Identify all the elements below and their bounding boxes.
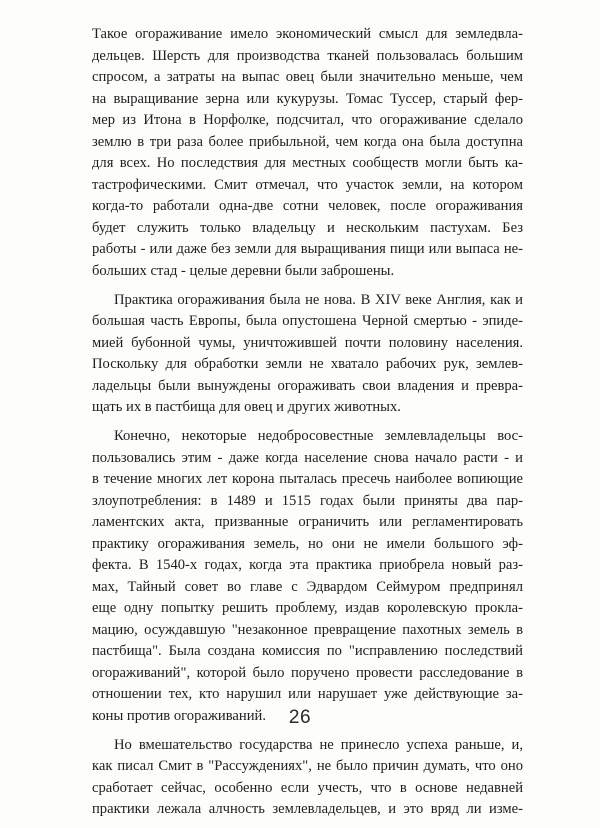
page-number: 26	[288, 707, 312, 728]
text-line: практики лежала алчность землевладельцев, и это вряд ли изме-	[92, 801, 523, 817]
text-line: пастбища". Была создана комиссия по "исправлению последствий	[92, 643, 523, 659]
text-line: пользовались этим - даже когда население снова начало расти - и	[92, 449, 523, 466]
text-line: спросом, а затраты на выпас овец были значительно меньше, чем	[92, 69, 523, 85]
text-line: мацию, осуждавшую "незаконное превращение пахотных земель в	[92, 621, 523, 638]
text-line: мах, Тайный совет во главе с Эдвардом Сеймуром предпринял	[92, 578, 523, 595]
paragraph	[92, 735, 523, 821]
text-line: Практика огораживания была не нова. В XIV веке Англия, как и	[114, 291, 523, 308]
text-line: ламентских акта, призванные ограничить или регламентировать	[92, 514, 523, 530]
paragraph	[92, 24, 523, 282]
text-line: землю в три раза более прибыльной, чем когда она была доступна	[92, 133, 523, 150]
text-line: фекта. В 1540-х годах, когда эта практика приобрела новый раз-	[92, 557, 523, 573]
text-line: тастрофическими. Смит отмечал, что участок земли, на котором	[92, 176, 523, 193]
text-line: в течение многих лет корона пыталась пресечь наиболее вопиющие	[92, 471, 523, 487]
text-line: когда-то работали одна-две сотни человек, после огораживания	[92, 198, 523, 214]
text-line: сработает сейчас, особенно если учесть, что в основе недавней	[92, 779, 523, 796]
text-line: Такое огораживание имело экономический смысл для земледвла-	[92, 26, 523, 42]
text-line: дельцев. Шерсть для производства тканей пользовалась большим	[92, 47, 523, 64]
text-line: еще одну попытку решить проблему, издав королевскую прокла-	[92, 600, 523, 616]
text-line: большая часть Европы, была опустошена Черной смертью - эпиде-	[92, 313, 523, 329]
text-line: коны против огораживаний.	[92, 707, 266, 724]
text-line: злоупотребления: в 1489 и 1515 годах были приняты два пар-	[92, 492, 523, 509]
text-line: Поскольку для обработки земли не хватало рабочих рук, землев-	[92, 356, 523, 372]
paragraph	[92, 290, 523, 419]
text-line: отношении тех, кто нарушил или нарушает уже действующие за-	[92, 686, 523, 702]
text-line: мер из Итона в Норфолке, подсчитал, что огораживание сделало	[92, 112, 523, 128]
text-line: Но вмешательство государства не принесло успеха раньше, и,	[114, 736, 523, 753]
text-line: на выращивание зерна или кукурузы. Томас Туссер, старый фер-	[92, 90, 523, 107]
text-line: практику огораживания земель, но они не имели большого эф-	[92, 535, 523, 552]
text-line: как писал Смит в "Рассуждениях", не было причин думать, что оно	[92, 758, 523, 774]
text-line: для всех. Но последствия для местных сообществ могли быть ка-	[92, 155, 523, 171]
text-line: будет служить только владельцу и нескольким пастухам. Без	[92, 219, 523, 236]
text-line: мией бубонной чумы, уничтожившей почти половину населения.	[92, 334, 523, 351]
text-line: щать их в пастбища для овец и других животных.	[92, 399, 401, 415]
text-line: ладельцы были вынуждены огораживать свои владения и превра-	[92, 377, 523, 394]
text-line: огораживаний", которой было поручено провести расследование в	[92, 664, 523, 681]
text-line: больших стад - целые деревни были заброшены.	[92, 262, 395, 279]
text-line: Конечно, некоторые недобросовестные землевладельцы вос-	[114, 428, 523, 444]
paragraph	[92, 426, 523, 727]
text-line: работы - или даже без земли для выращивания пищи или выпаса не-	[92, 241, 523, 257]
